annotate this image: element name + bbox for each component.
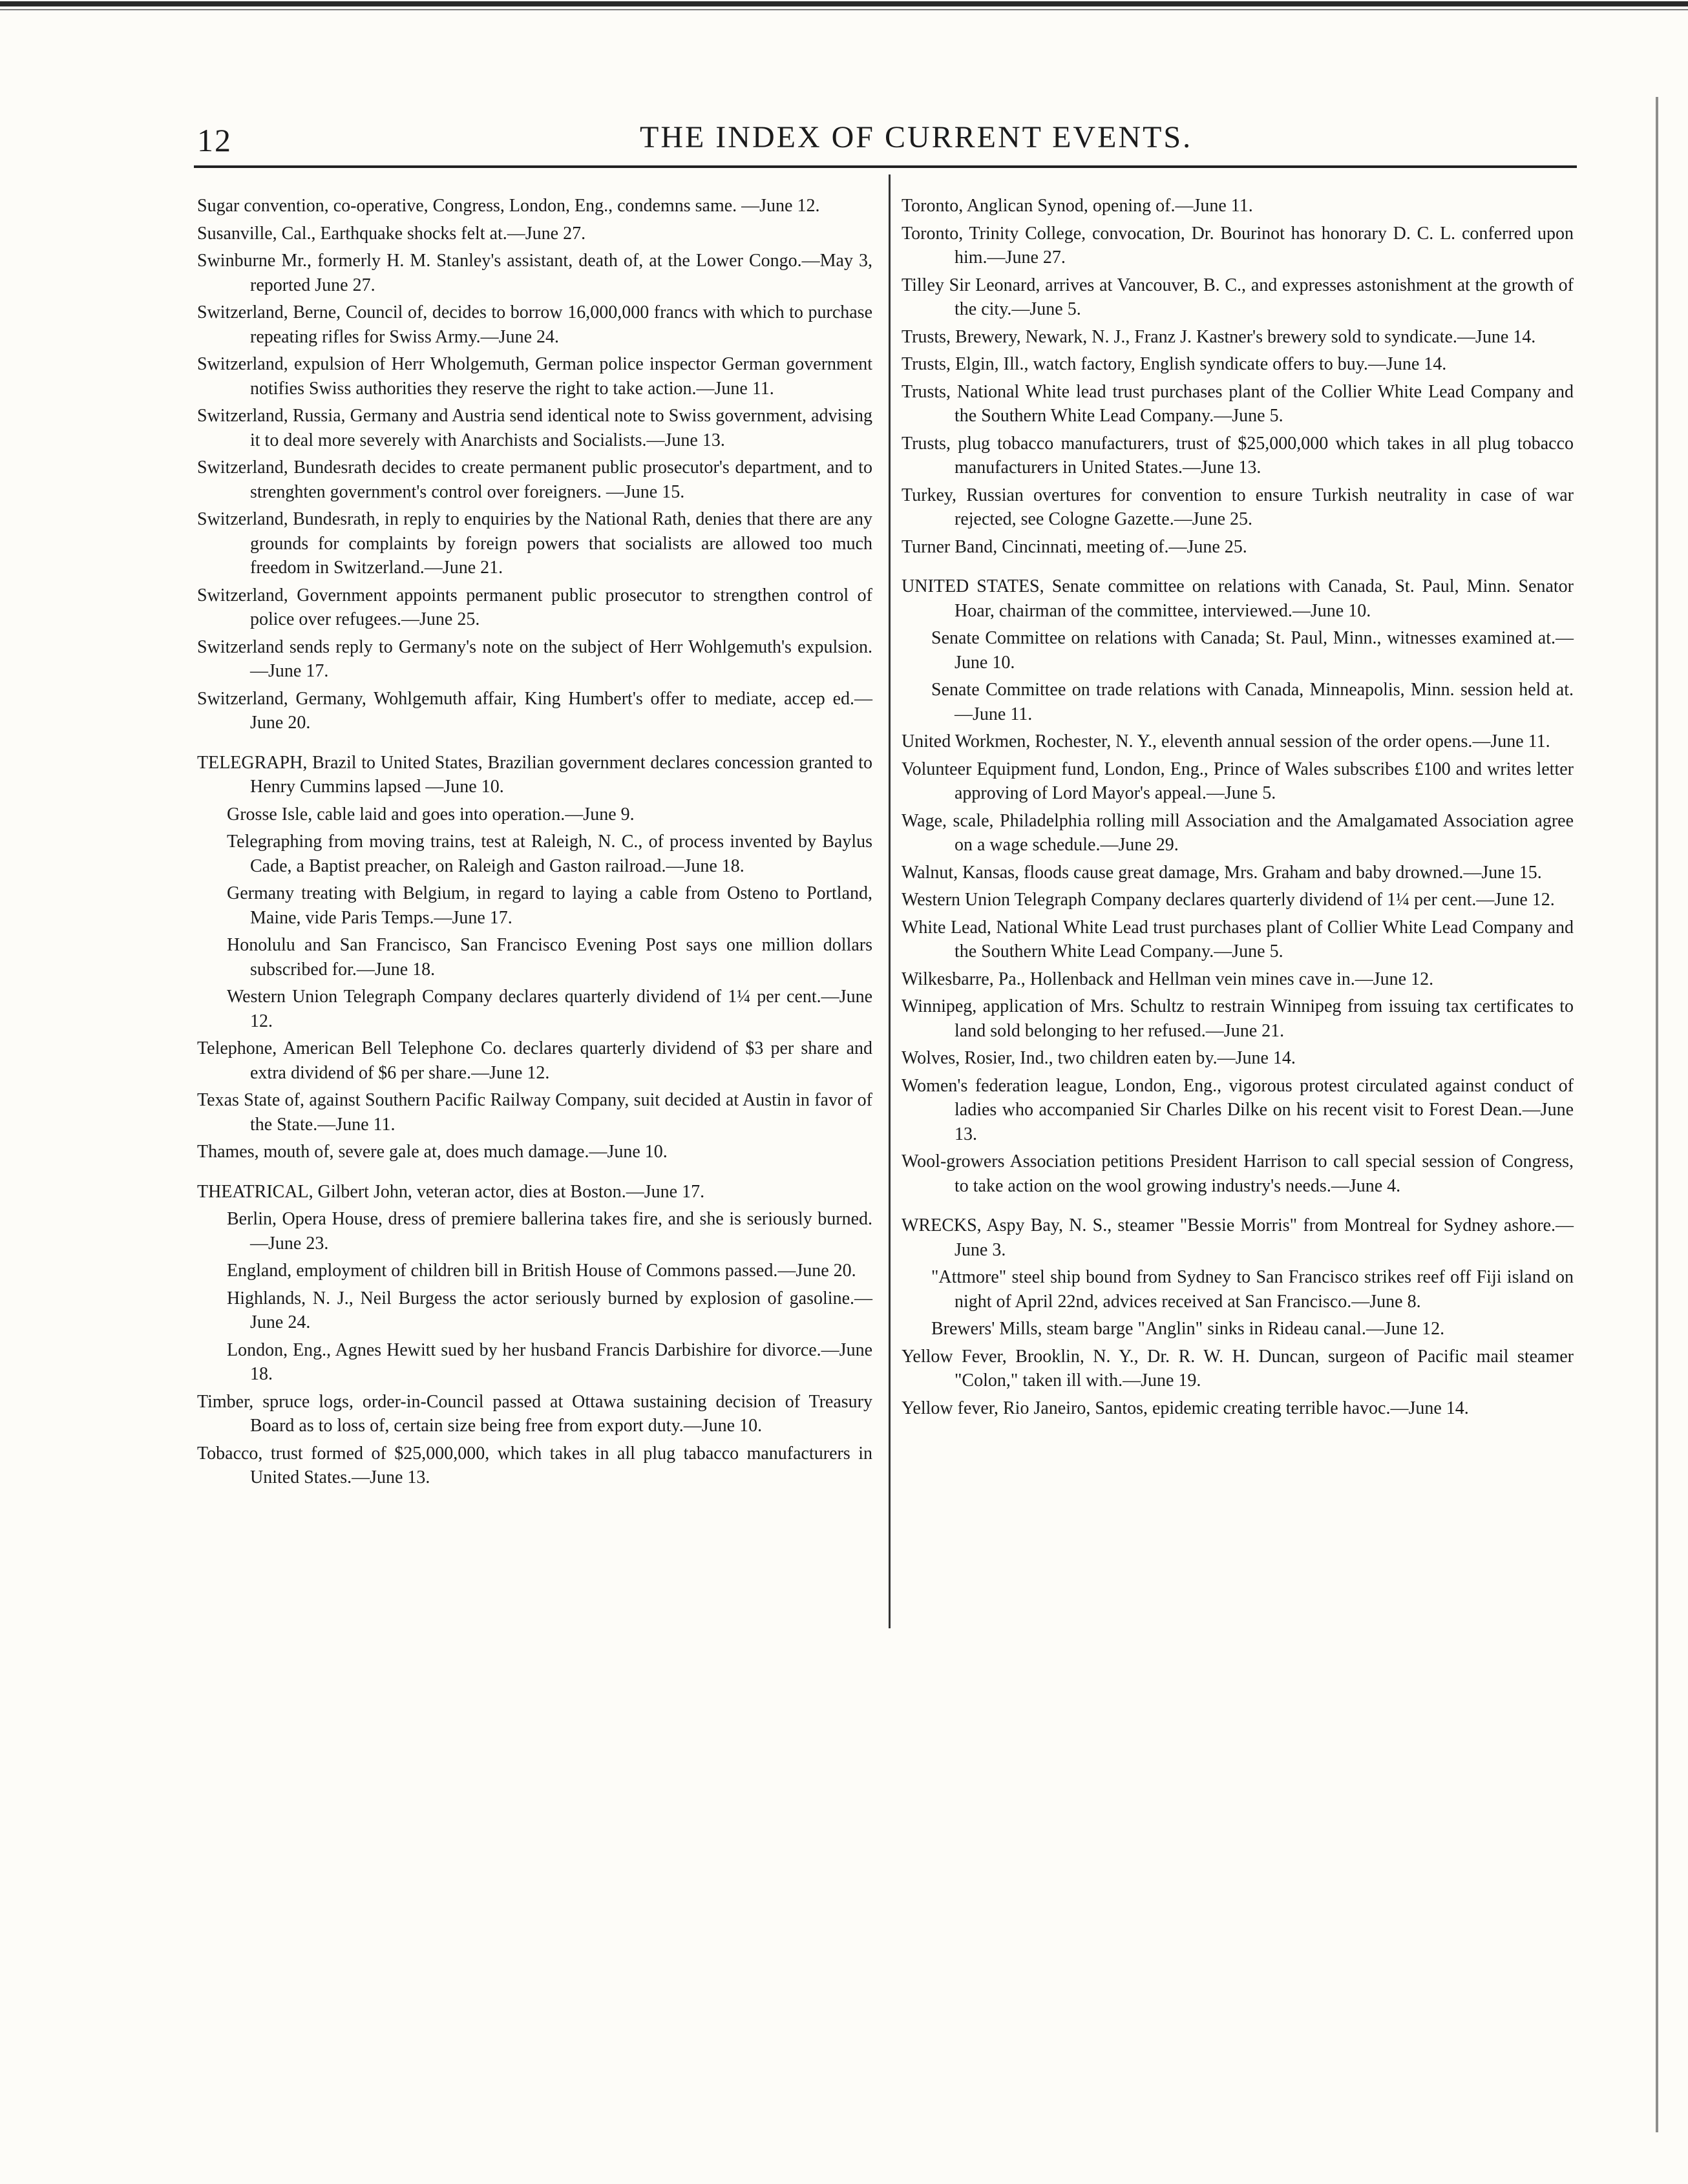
index-entry: Yellow fever, Rio Janeiro, Santos, epidemic creating terrible havoc.—June 14. (902, 1398, 1469, 1418)
index-subentry: Grosse Isle, cable laid and goes into operation.—June 9. (227, 804, 635, 824)
index-entry: Toronto, Anglican Synod, opening of.—June 11. (902, 196, 1253, 216)
index-subentry: Brewers' Mills, steam barge "Anglin" sinks in Rideau canal.—June 12. (931, 1319, 1445, 1339)
index-entry: Swinburne Mr., formerly H. M. Stanley's assistant, death of, at the Lower Congo.—May 3, reported June 27. (197, 251, 872, 295)
index-entry: Tilley Sir Leonard, arrives at Vancouver, B. C., and expresses astonishment at the growth of the city.—June 5. (902, 275, 1574, 319)
index-subentry: Highlands, N. J., Neil Burgess the actor seriously burned by explosion of gasoline.—June 24. (227, 1288, 872, 1332)
page-edge-shadow (1656, 97, 1658, 2132)
index-entry: Walnut, Kansas, floods cause great damage, Mrs. Graham and baby drowned.—June 15. (902, 862, 1542, 883)
top-border-rule (0, 1, 1688, 6)
index-entry: Toronto, Trinity College, convocation, Dr. Bourinot has honorary D. C. L. conferred upon him.—June 27. (902, 223, 1574, 268)
index-subentry: Telegraphing from moving trains, test at Raleigh, N. C., of process invented by Baylus Cade, a Baptist preacher, on Raleigh and Gaston railroad.—June 18. (227, 832, 872, 876)
index-entry: Trusts, Brewery, Newark, N. J., Franz J. Kastner's brewery sold to syndicate.—June 14. (902, 326, 1536, 347)
index-entry: Sugar convention, co-operative, Congress, London, Eng., condemns same. —June 12. (197, 196, 820, 216)
index-entry: Yellow Fever, Brooklin, N. Y., Dr. R. W. H. Duncan, surgeon of Pacific mail steamer "Colon," taken ill with.—June 19. (902, 1346, 1574, 1391)
index-entry: Switzerland, Germany, Wohlgemuth affair, King Humbert's offer to mediate, accep ed.—June 20. (197, 688, 872, 733)
page-number: 12 (197, 122, 232, 158)
section-heading-wrecks: WRECKS, Aspy Bay, N. S., steamer "Bessie Morris" from Montreal for Sydney ashore.—June 3. (902, 1215, 1574, 1260)
index-entry: United Workmen, Rochester, N. Y., eleventh annual session of the order opens.—June 11. (902, 731, 1550, 751)
header-rule (194, 165, 1577, 168)
index-entry: Trusts, plug tobacco manufacturers, trust of $25,000,000 which takes in all plug tobacco manufacturers in United States.—June 13. (902, 433, 1574, 478)
index-subentry: Senate Committee on trade relations with Canada, Minneapolis, Minn. session held at.—June 11. (931, 680, 1574, 724)
index-entry: Switzerland sends reply to Germany's note on the subject of Herr Wohlgemuth's expulsion.—June 17. (197, 636, 872, 681)
index-entry: Wilkesbarre, Pa., Hollenback and Hellman vein mines cave in.—June 12. (902, 969, 1434, 989)
index-entry: Wolves, Rosier, Ind., two children eaten by.—June 14. (902, 1048, 1296, 1068)
section-heading-telegraph: TELEGRAPH, Brazil to United States, Brazilian government declares concession granted to Henry Cummins lapsed —June 10. (197, 752, 872, 797)
section-heading-theatrical: THEATRICAL, Gilbert John, veteran actor, dies at Boston.—June 17. (197, 1181, 705, 1202)
index-subentry: Western Union Telegraph Company declares quarterly dividend of 1¼ per cent.—June 12. (227, 987, 872, 1031)
index-entry: Winnipeg, application of Mrs. Schultz to restrain Winnipeg from issuing tax certificates to land sold belonging to her refused.—June 21. (902, 996, 1574, 1041)
index-entry: Switzerland, Bundesrath, in reply to enquiries by the National Rath, denies that there are any grounds for complaints by foreign powers that socialists are allowed too much freedom in Switzerland.—June 21. (197, 509, 872, 578)
index-entry: Tobacco, trust formed of $25,000,000, which takes in all plug tabacco manufacturers in United States.—June 13. (197, 1443, 872, 1487)
index-entry: Switzerland, Bundesrath decides to create permanent public prosecutor's department, and to strenghten government's control over foreigners. —June 15. (197, 457, 872, 502)
left-column (197, 194, 872, 1493)
index-subentry: London, Eng., Agnes Hewitt sued by her husband Francis Darbishire for divorce.—June 18. (227, 1339, 872, 1384)
index-entry: Switzerland, Berne, Council of, decides to borrow 16,000,000 francs with which to purchase repeating rifles for Swiss Army.—June 24. (197, 302, 872, 347)
top-border-rule-thin (0, 9, 1688, 10)
index-entry: Timber, spruce logs, order-in-Council passed at Ottawa sustaining decision of Treasury Board as to loss of, certain size being free from export duty.—June 10. (197, 1391, 872, 1436)
index-subentry: England, employment of children bill in British House of Commons passed.—June 20. (227, 1261, 856, 1281)
index-entry: Wool-growers Association petitions President Harrison to call special session of Congress, to take action on the wool growing industry's needs.—June 4. (902, 1151, 1574, 1196)
index-entry: Trusts, National White lead trust purchases plant of the Collier White Lead Company and the Southern White Lead Company.—June 5. (902, 381, 1574, 426)
column-divider (889, 174, 891, 1628)
running-head-title: THE INDEX OF CURRENT EVENTS. (640, 120, 1193, 154)
index-entry: Turkey, Russian overtures for convention to ensure Turkish neutrality in case of war rejected, see Cologne Gazette.—June 25. (902, 485, 1574, 529)
index-entry: Telephone, American Bell Telephone Co. declares quarterly dividend of $3 per share and extra dividend of $6 per share.—June 12. (197, 1038, 872, 1083)
index-subentry: Germany treating with Belgium, in regard to laying a cable from Osteno to Portland, Maine, vide Paris Temps.—June 17. (227, 883, 872, 928)
index-entry: Women's federation league, London, Eng., vigorous protest circulated against conduct of ladies who accompanied Sir Charles Dilke on his recent visit to Forest Dean.—June 13. (902, 1075, 1574, 1144)
index-entry: Switzerland, expulsion of Herr Wholgemuth, German police inspector German government notifies Swiss authorities they reserve the right to take action.—June 11. (197, 354, 872, 399)
index-entry: Switzerland, Government appoints permanent public prosecutor to strengthen control of police over refugees.—June 25. (197, 585, 872, 629)
index-subentry: Berlin, Opera House, dress of premiere ballerina takes fire, and she is seriously burned.—June 23. (227, 1209, 872, 1254)
index-entry: White Lead, National White Lead trust purchases plant of Collier White Lead Company and the Southern White Lead Company.—June 5. (902, 917, 1574, 961)
index-subentry: Senate Committee on relations with Canada; St. Paul, Minn., witnesses examined at.—June 10. (931, 628, 1574, 673)
index-entry: Turner Band, Cincinnati, meeting of.—June 25. (902, 536, 1247, 557)
index-entry: Thames, mouth of, severe gale at, does much damage.—June 10. (197, 1142, 668, 1162)
index-entry: Volunteer Equipment fund, London, Eng., Prince of Wales subscribes £100 and writes letter approving of Lord Mayor's appeal.—June 5. (902, 759, 1574, 803)
index-entry: Western Union Telegraph Company declares quarterly dividend of 1¼ per cent.—June 12. (902, 890, 1555, 910)
index-subentry: "Attmore" steel ship bound from Sydney to San Francisco strikes reef off Fiji island on night of April 22nd, advices received at San Francisco.—June 8. (931, 1267, 1574, 1312)
index-subentry: Honolulu and San Francisco, San Francisco Evening Post says one million dollars subscribed for.—June 18. (227, 935, 872, 980)
section-heading-united-states: UNITED STATES, Senate committee on relations with Canada, St. Paul, Minn. Senator Hoar, chairman of the committee, interviewed.—June 10. (902, 576, 1574, 621)
index-entry: Texas State of, against Southern Pacific Railway Company, suit decided at Austin in favor of the State.—June 11. (197, 1090, 872, 1135)
index-entry: Trusts, Elgin, Ill., watch factory, English syndicate offers to buy.—June 14. (902, 354, 1447, 374)
index-entry: Susanville, Cal., Earthquake shocks felt at.—June 27. (197, 223, 586, 244)
right-column (902, 194, 1574, 1423)
index-entry: Wage, scale, Philadelphia rolling mill Association and the Amalgamated Association agree on a wage schedule.—June 29. (902, 810, 1574, 855)
index-entry: Switzerland, Russia, Germany and Austria send identical note to Swiss government, advising it to deal more severely with Anarchists and Socialists.—June 13. (197, 406, 872, 450)
